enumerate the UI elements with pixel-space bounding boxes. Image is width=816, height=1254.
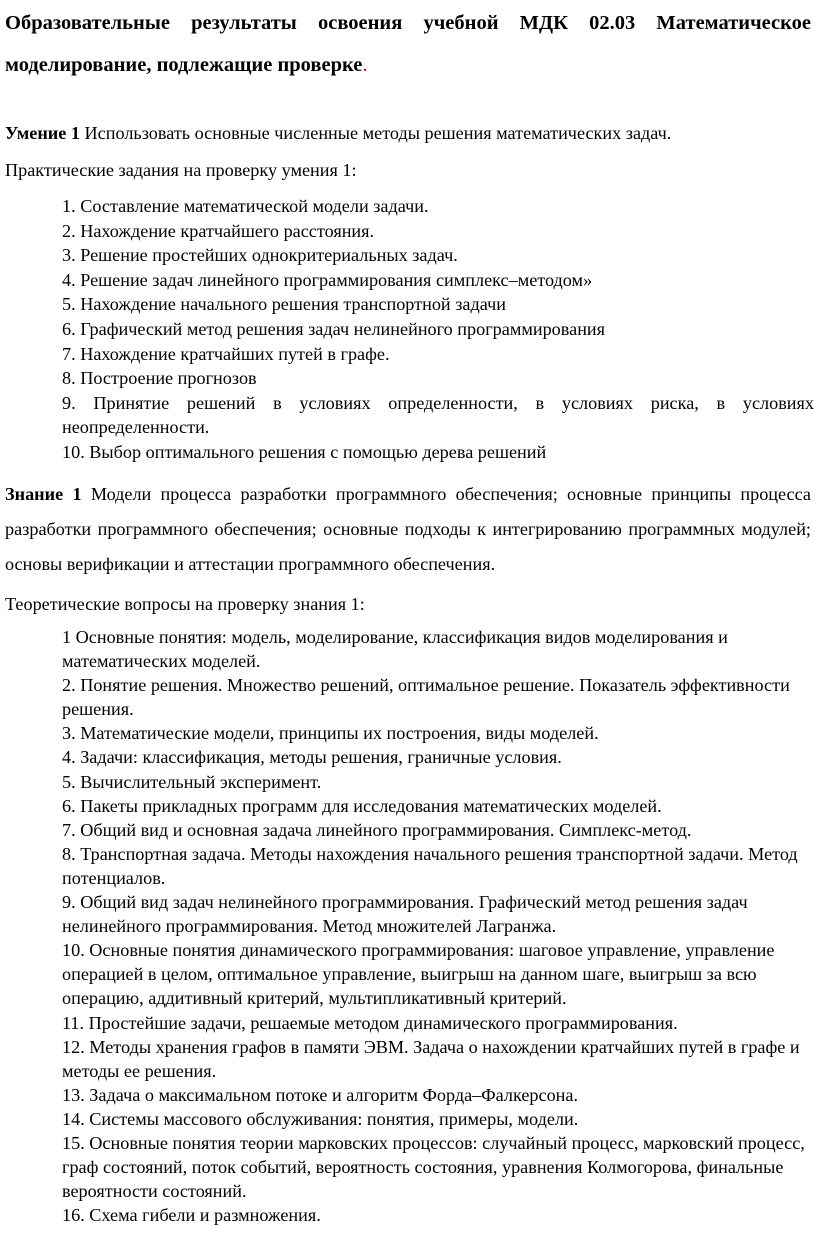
theory-question: 4. Задачи: классификация, методы решения, граничные условия. xyxy=(62,747,562,768)
practical-task: 8. Построение прогнозов xyxy=(62,368,257,389)
theory-question-list xyxy=(62,625,814,1227)
theory-question: 7. Общий вид и основная задача линейного программирования. Симплекс-метод. xyxy=(62,819,692,840)
theory-question: 16. Схема гибели и размножения. xyxy=(62,1205,321,1226)
theory-question: 10. Основные понятия динамического программирования: шаговое управление, управление операцией в целом, оптимальное управление, выигрыш на данном шаге, выигрыш за всю операцию, аддитивный критерий, мультипликативный критерий. xyxy=(62,940,775,1009)
knowledge-text: Модели процесса разработки программного обеспечения; основные принципы процесса разработки программного обеспечения; основные подходы к интегрированию программных модулей; основы верификации и аттестации программного обеспечения. xyxy=(5,484,811,574)
skill-label: Умение 1 xyxy=(5,123,80,143)
theory-question: 15. Основные понятия теории марковских процессов: случайный процесс, марковский процесс, граф состояний, поток событий, вероятность состояния, уравнения Колмогорова, финальные вероятности состояний. xyxy=(62,1132,805,1202)
practical-task: 2. Нахождение кратчайшего расстояния. xyxy=(62,220,375,241)
theory-question: 3. Математические модели, принципы их построения, виды моделей. xyxy=(62,723,599,744)
practical-task: 6. Графический метод решения задач нелинейного программирования xyxy=(62,318,606,339)
practical-task: 3. Решение простейших однокритериальных задач. xyxy=(62,245,458,266)
theory-heading: Теоретические вопросы на проверку знания 1: xyxy=(5,594,365,614)
title-dot: . xyxy=(362,54,368,76)
theory-question: 1 Основные понятия: модель, моделирование, классификация видов моделирования и математических моделей. xyxy=(62,627,728,672)
theory-question: 13. Задача о максимальном потоке и алгоритм Форда–Фалкерсона. xyxy=(62,1084,579,1105)
practical-task: 1. Составление математической модели задачи. xyxy=(62,196,429,216)
knowledge-statement xyxy=(5,477,811,582)
theory-question: 5. Вычислительный эксперимент. xyxy=(62,771,322,792)
title-text: Образовательные результаты освоения учебной МДК 02.03 Математическое моделирование, подлежащие проверке xyxy=(5,12,811,76)
theory-question: 14. Системы массового обслуживания: понятия, примеры, модели. xyxy=(62,1108,579,1129)
theory-question: 12. Методы хранения графов в памяти ЭВМ. Задача о нахождении кратчайших путей в графе и методы ее решения. xyxy=(62,1036,800,1081)
skill-statement xyxy=(5,119,811,147)
skill-text: Использовать основные численные методы решения математических задач. xyxy=(80,123,672,143)
practical-task-list xyxy=(62,194,814,465)
knowledge-label: Знание 1 xyxy=(5,484,82,504)
theory-question: 6. Пакеты прикладных программ для исследования математических моделей. xyxy=(62,795,662,816)
practical-task: 10. Выбор оптимального решения с помощью дерева решений xyxy=(62,441,547,462)
practical-task: 9. Принятие решений в условиях определенности, в условиях риска, в условиях неопределенности. xyxy=(62,392,814,438)
practical-heading: Практические задания на проверку умения 1: xyxy=(5,160,357,180)
theory-question: 11. Простейшие задачи, решаемые методом динамического программирования. xyxy=(62,1012,678,1033)
theory-question: 9. Общий вид задач нелинейного программирования. Графический метод решения задач нелинейного программирования. Метод множителей Лагранжа. xyxy=(62,892,748,937)
theory-question: 2. Понятие решения. Множество решений, оптимальное решение. Показатель эффективности решения. xyxy=(62,675,790,720)
document-title xyxy=(5,2,811,86)
practical-task: 5. Нахождение начального решения транспортной задачи xyxy=(62,294,506,315)
practical-task: 4. Решение задач линейного программирования симплекс–методом» xyxy=(62,269,593,290)
practical-task: 7. Нахождение кратчайших путей в графе. xyxy=(62,343,390,364)
theory-question: 8. Транспортная задача. Методы нахождения начального решения транспортной задачи. Метод потенциалов. xyxy=(62,843,798,888)
